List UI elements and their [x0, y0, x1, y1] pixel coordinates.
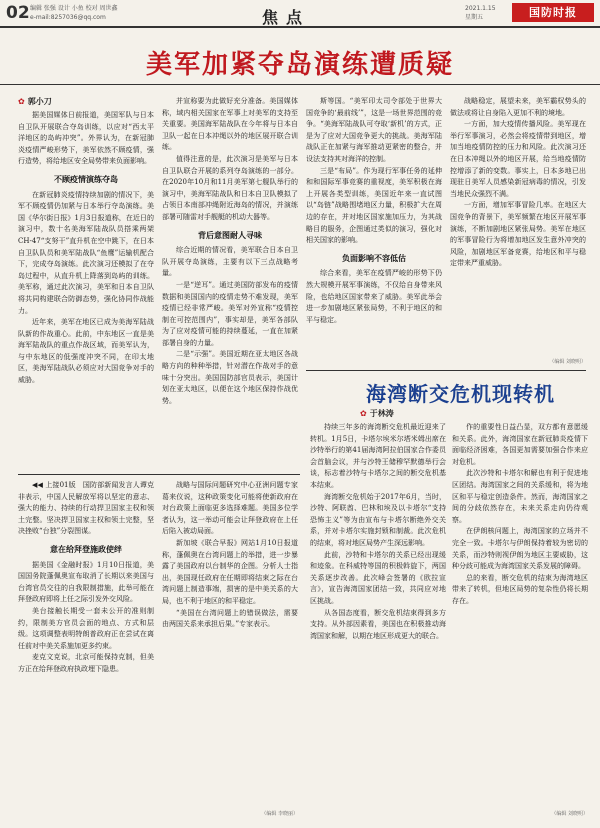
headline: 美军加紧夺岛演练遭质疑 — [145, 50, 454, 80]
paragraph: 从各国态度看，断交危机结束得到多方支持。从外部因素看，美国也在积极推动海湾国家和解，以期在地区形成更大的联合。 — [310, 608, 446, 640]
paragraph: 作的重要性日益凸显，双方都有意愿缓和关系。此外，海湾国家在新冠肺炎疫情下面临经济困难，各国更加需要加强合作来应对危机。 — [452, 423, 588, 466]
section-divider — [18, 474, 300, 475]
article1-column-3 — [306, 96, 442, 370]
paragraph: 据美国《金融时报》1月10日报道，美国国务院蓬佩奥宣布取消了长期以来美国与台湾官员交往的自我限制措施，此举可能在拜登政府即将上任之际引发外交风险。 — [18, 560, 154, 604]
star-icon: ✿ — [18, 97, 25, 106]
paragraph: 持续三年多的海湾断交危机最近迎来了转机。1月5日，卡塔尔埃米尔塔米姆出席在沙特举行的第41届海湾阿拉伯国家合作委员会首脑会议，并与沙特王储穆罕默德举行会谈，标志着沙特与卡塔尔之间的断交危机基本结束。 — [310, 423, 446, 489]
paragraph: 麦克文克说，北京可能保持克制，但美方正在给拜登政府执政埋下隐患。 — [18, 653, 154, 673]
byline — [18, 96, 52, 107]
author-name: 郭小刀 — [27, 97, 52, 106]
brand-logo: 国防时报 — [512, 3, 594, 22]
star-icon: ✿ — [360, 409, 367, 418]
paragraph: 斯等国。“美军印太司令部处于世界大国竞争的‘最前线’”，这是一场世界范围的竞争。“美海军陆战队可夺取‘新机’的方式，正是为了应对大国竞争更大的挑战。美海军陆战队正在加紧与海军推动更紧密的整合，并设法支持其对海洋的控制。 — [306, 97, 442, 163]
article2-column-4 — [452, 422, 588, 808]
article1-column-4 — [450, 96, 586, 354]
date-line: 2021.1.15 — [465, 5, 496, 12]
paragraph: 总的来看，断交危机的结束为海湾地区带来了转机，但地区局势的复杂性仍将长期存在。 — [452, 573, 588, 605]
subheading: 负面影响不容低估 — [342, 253, 406, 263]
paragraph: 并宣称要为此做好充分准备。美国媒体称，域内相关国家在军事上对美军的支持至关重要。美国海军陆战队在今年将与日本自卫队一起在日本冲绳以外的地区展开联合训练。 — [162, 97, 298, 152]
editor-line: 编辑 张强 设计 小鱼 校对 周世鑫 — [30, 5, 118, 12]
paragraph: 综合来看，美军在疫情严峻的形势下仍然大规模开展军事演练，不仅给自身带来风险，也给地区国家带来了威胁。美军此举会进一步加剧地区紧张局势，不利于地区的和平与稳定。 — [306, 269, 442, 324]
section-title: 焦点 — [262, 8, 311, 27]
paragraph: 近年来，美军在地区已成为美海军陆战队新的作战重心。此前，中东地区一直是美海军陆战队的重点作战区域，而美军认为，与中东地区的低强度冲突不同，在印太地区，美海军陆战队必须应对大国竞争对手的威胁。 — [18, 318, 154, 385]
email-line: e-mail:8257036@qq.com — [30, 14, 106, 21]
paragraph: 一方面，加大疫情传播风险。美军现在举行军事演习，必然会将疫情带到地区，增加当地疫情防控的压力和风险。此次演习还在日本冲绳以外的地区开展，给当地疫情防控增添了新的变数。事实上，日本多地已出现驻日美军人员感染新冠病毒的情况，引发当地民众强烈不满。 — [450, 120, 586, 198]
headline: 海湾断交危机现转机 — [366, 382, 555, 406]
paragraph: ◀◀ 上接01版 国防部新闻发言人谭克非表示，中国人民解放军将以坚定的意志、强大的能力、持续的行动捍卫国家主权和领土完整。坚决捍卫国家主权和领土完整，坚决挫败“台独”分裂图谋。 — [18, 481, 154, 536]
paragraph: 值得注意的是，此次演习是美军与日本自卫队联合开展的系列夺岛演练的一部分。在2020年10月和11月美军第七舰队举行的演习中，美海军陆战队和日本自卫队模拟了占领日本南部冲绳附近海岛的情况，并演练部署可随雷对手舰艇的机动大器等。 — [162, 154, 298, 221]
paragraph: 新加坡《联合早报》网站1月10日报道称，蓬佩奥在台湾问题上的举措，进一步暴露了美国政府以台制华的企图。分析人士指出，美国现任政府在任期即将结束之际在台湾问题上制造事端，损害的是中美关系的大局，也不利于地区的和平稳定。 — [162, 538, 298, 605]
paragraph: “美国在台湾问题上的错误做法，需要由两国关系来承担后果。”专家表示。 — [162, 608, 298, 629]
author-name: 于林涛 — [369, 409, 394, 418]
subheading: 意在给拜登施政使绊 — [50, 544, 122, 554]
paragraph: 海湾断交危机始于2017年6月，当时，沙特、阿联酋、巴林和埃及以卡塔尔“支持恐怖主义”等为由宣布与卡塔尔断绝外交关系，并对卡塔尔实施封锁和制裁。此次危机的结束，将对地区局势产生深远影响。 — [310, 492, 446, 547]
issue-date — [465, 4, 496, 22]
paragraph: 一是“逆耳”。通过美国防部发布的疫情数据和美国国内的疫情走势不难发现，美军疫情已经非常严峻。美军对外宣称“疫情控制在可控范围内”，事实却是，美军各部队为了应对疫情可能的持续蔓延，一直在加紧部署自身的力量。 — [162, 280, 298, 347]
subheading: 不顾疫情演练夺岛 — [54, 174, 118, 184]
paragraph: 综合近期的情况看，美军联合日本自卫队开展夺岛演练，主要有以下三点战略考量。 — [162, 246, 298, 278]
paragraph: 此次沙特和卡塔尔和解也有利于促进地区团结。海湾国家之间的关系缓和，将为地区和平与稳定创造条件。然而，海湾国家之间的分歧依然存在，未来关系走向仍待观察。 — [452, 469, 588, 524]
editor-note: （编辑 刘晓明） — [549, 359, 586, 365]
subheading: 背后意图耐人寻味 — [198, 230, 262, 240]
paragraph: 在新冠肺炎疫情持续加剧的情况下，美军不顾疫情仍加紧与日本举行夺岛演练。美国《华尔街日报》1月3日报道称，在近日的演习中，数十名美海军陆战队员搭乘两架CH-47“支努干”直升机在空中跳下，在日本自卫队队员和美军陆战队“鱼鹰”运输机配合下，完成夺岛演练。此次演习还模拟了在夺岛过程中，从直升机上降落到岛屿的训练。美军称，通过此次演习，美军和日本自卫队将共同构建联合防御态势，强化协同作战能力。 — [18, 190, 154, 315]
paragraph: 在伊朗核问题上，海湾国家的立场并不完全一致。卡塔尔与伊朗保持着较为密切的关系，而沙特则视伊朗为地区主要威胁，这种分歧可能成为海湾国家关系发展的障碍。 — [452, 527, 588, 571]
editor-note: （编辑 李晓丽） — [261, 811, 298, 817]
paragraph: 三是“布局”。作为现行军事任务的延伸和和国际军事竞赛的重视度，美军积极在海上开展各类型训练，美国近年来一直试图以“岛链”战略围堵地区力量，积极扩大在周边的存在，并对地区国家施加压力，为其战略目的服务，企图通过类似的演习，强化对相关国家的影响。 — [306, 166, 442, 245]
article2-column-1 — [18, 480, 154, 820]
weekday-line: 星期五 — [465, 14, 484, 21]
paragraph: 一方面，增加军事冒险几率。在地区大国竞争的背景下，美军频繁在地区开展军事演练，不断加剧地区紧张局势。美军在地区的军事冒险行为将增加地区发生意外冲突的风险，加剧地区军备竞赛，给地区和平与稳定带来严重威胁。 — [450, 201, 586, 268]
paragraph: 二是“示强”。美国近期在亚太地区各战略方向的种种举措，针对潜在作战对手的意味十分突出。美国国防部官员表示，美国计划在亚太地区，以便在这个地区保持作战优势。 — [162, 350, 298, 405]
page-number: 02 — [6, 3, 30, 23]
paragraph: 据美国媒体日前报道，美国军队与日本自卫队开展联合夺岛训练，以应对“西太平洋地区的岛屿冲突”。外界认为，在新冠肺炎疫情严峻形势下，美军依然不顾疫情，强行造势，将给地区安全局势带来负面影响。 — [18, 111, 154, 166]
article2-column-2 — [162, 480, 298, 808]
section-divider — [306, 370, 586, 371]
headline-divider — [0, 84, 600, 85]
editor-note: （编辑 刘晓明） — [551, 811, 588, 817]
paragraph: 战略与国际问题研究中心亚洲问题专家葛来仪说，这种政策变化可能将使新政府在对台政策上面临更多选择难题。美国多位学者认为，这一举动可能会让拜登政府在上任后陷入被动局面。 — [162, 481, 298, 536]
article1-column-1 — [18, 110, 154, 470]
article1-column-2 — [162, 96, 298, 470]
paragraph: 美台接触长期受一套未公开的准则制约，限制美方官员会面的地点、方式和层级。这项调整表明特朗普政府正在尝试在离任前对中美关系施加更多约束。 — [18, 606, 154, 650]
article2-column-3 — [310, 422, 446, 818]
editor-credits — [30, 4, 118, 22]
byline — [360, 408, 394, 419]
paragraph: 战略稳定，展望未来，美军霸权势头的做法或将让自身陷入更加不利的境地。 — [450, 97, 586, 117]
paragraph: 此前，沙特和卡塔尔的关系已经出现缓和迹象。在科威特等国的积极斡旋下，两国关系逐步改善。此次峰会签署的《欧拉宣言》，宣告海湾国家团结一致，共同应对地区挑战。 — [310, 550, 446, 605]
